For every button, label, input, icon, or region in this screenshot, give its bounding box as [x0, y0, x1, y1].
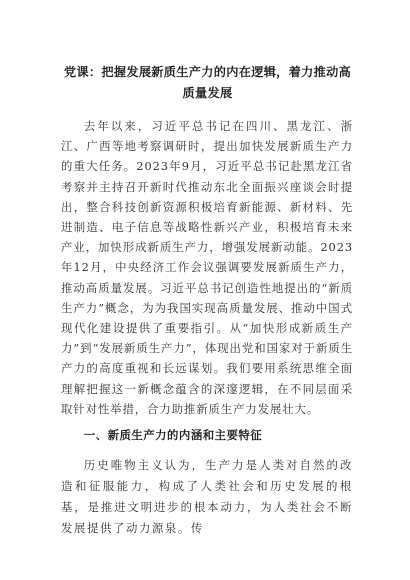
intro-paragraph: 去年以来，习近平总书记在四川、黑龙江、浙江、广西等地考察调研时，提出加快发展新质生产力的重大任务。2023年9月，习近平总书记赴黑龙江省考察并主持召开新时代推动东北全面振兴座谈会时提出，整合科技创新资源积极培育新能源、新材料、先进制造、电子信息等战略性新兴产业，积极培育未来产业，加快形成新质生产力，增强发展新动能。2023年12月，中央经济工作会议强调要发展新质生产力，推动高质量发展。习近平总书记创造性地提出的“新质生产力”概念，为为我国实现高质量发展、推动中国式现代化建设提供了重要指引。从“加快形成新质生产力”到“发展新质生产力”，体现出党和国家对于新质生产力的高度重视和长远谋划。我们要用系统思维全面理解把握这一新概念蕴含的深邃逻辑，在不同层面采取针对性举措，合力助推新质生产力发展壮大。	[61, 119, 353, 416]
section-paragraph: 历史唯物主义认为，生产力是人类对自然的改造和征服能力，构成了人类社会和历史发展的根基，是推进文明进步的根本动力，为人类社会不断发展提供了动力源泉。传	[61, 458, 353, 535]
section-heading: 一、新质生产力的内涵和主要特征	[83, 428, 263, 442]
document-title: 党课：把握发展新质生产力的内在逻辑，着力推动高质量发展	[63, 65, 352, 100]
